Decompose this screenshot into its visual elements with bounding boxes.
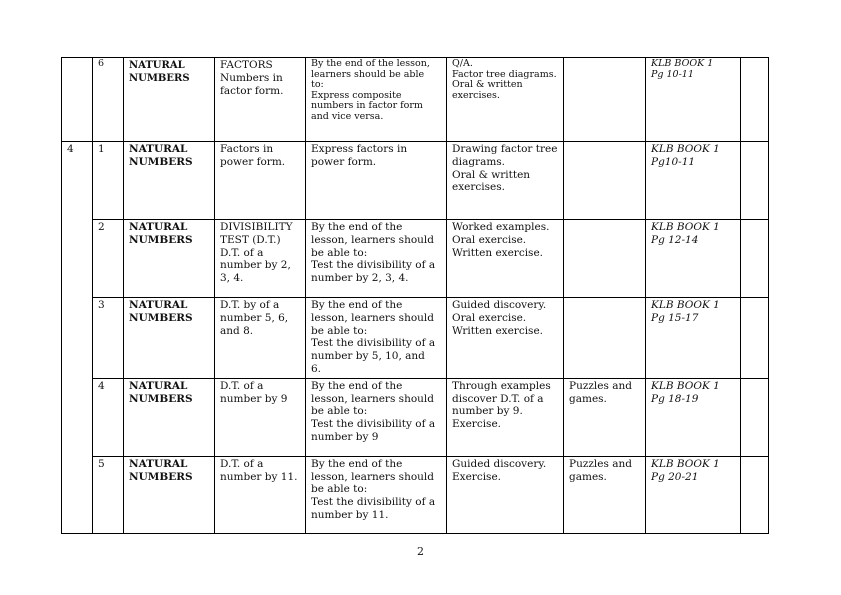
topic-cell <box>124 142 215 220</box>
objectives-cell-line: By the end of the lesson, <box>311 58 430 69</box>
objectives-cell-line: lesson, learners should <box>311 392 434 405</box>
objectives-cell-line: numbers in factor form <box>311 100 423 111</box>
reference-cell-line: KLB BOOK 1 <box>651 379 720 392</box>
objectives-cell-line: By the end of the <box>311 457 403 470</box>
objectives-cell <box>306 142 447 220</box>
lesson-cell: 4 <box>93 378 124 456</box>
objectives-cell-line: and vice versa. <box>311 110 384 122</box>
remarks-cell <box>741 456 769 533</box>
page-number: 2 <box>417 545 424 558</box>
lesson-cell: 6 <box>93 58 124 142</box>
objectives-cell-line: lesson, learners should <box>311 311 434 324</box>
scheme-of-work-table <box>61 57 769 534</box>
activities-cell-line: diagrams. <box>452 155 506 168</box>
objectives-cell <box>306 378 447 456</box>
lesson-cell: 3 <box>93 298 124 379</box>
activities-cell-line: Guided discovery. <box>452 457 547 470</box>
table-body <box>62 58 769 534</box>
topic-cell-line: NATURAL <box>129 299 188 311</box>
subtopic-cell-line: number by 2, <box>220 259 291 272</box>
reference-cell-line: Pg 10-11 <box>651 68 694 80</box>
topic-cell <box>124 58 215 142</box>
activities-cell-line: Oral & written <box>452 168 531 181</box>
resources-cell-line: Puzzles and <box>569 379 632 392</box>
remarks-cell <box>741 142 769 220</box>
table-row <box>62 220 769 298</box>
table-row <box>62 58 769 142</box>
week-cell <box>62 58 93 142</box>
subtopic-cell-line: DIVISIBILITY <box>220 221 293 233</box>
resources-cell <box>564 378 646 456</box>
activities-cell <box>447 58 564 142</box>
objectives-cell-line: By the end of the <box>311 379 403 392</box>
objectives-cell <box>306 220 447 298</box>
reference-cell-line: KLB BOOK 1 <box>651 299 720 311</box>
remarks-cell <box>741 58 769 142</box>
activities-cell-line: exercises. <box>452 181 505 194</box>
activities-cell <box>447 456 564 533</box>
table-row <box>62 298 769 379</box>
activities-cell-line: Through examples <box>452 379 551 392</box>
reference-cell <box>646 456 741 533</box>
objectives-cell-line: lesson, learners should <box>311 233 434 246</box>
objectives-cell-line: By the end of the <box>311 221 403 233</box>
activities-cell <box>447 220 564 298</box>
subtopic-cell <box>215 220 306 298</box>
table-row <box>62 142 769 220</box>
reference-cell-line: KLB BOOK 1 <box>651 221 720 233</box>
objectives-cell-line: learners should be able <box>311 68 425 80</box>
topic-cell-line: NUMBERS <box>129 392 193 405</box>
resources-cell <box>564 142 646 220</box>
subtopic-cell-line: and 8. <box>220 324 254 337</box>
objectives-cell-line: be able to: <box>311 246 368 259</box>
topic-cell-line: NUMBERS <box>129 470 193 483</box>
reference-cell-line: Pg 12-14 <box>651 233 699 246</box>
objectives-cell <box>306 298 447 379</box>
objectives-cell-line: Test the divisibility of a <box>311 496 436 509</box>
activities-cell-line: Q/A. <box>452 58 473 69</box>
topic-cell-line: NATURAL <box>129 143 188 155</box>
reference-cell-line: Pg10-11 <box>651 155 696 168</box>
objectives-cell-line: lesson, learners should <box>311 470 434 483</box>
topic-cell-line: NUMBERS <box>129 155 193 168</box>
subtopic-cell-line: 3, 4. <box>220 272 244 285</box>
week-cell: 4 <box>62 142 93 534</box>
activities-cell <box>447 378 564 456</box>
objectives-cell-line: Express factors in <box>311 143 408 155</box>
subtopic-cell-line: D.T. of a <box>220 457 264 470</box>
subtopic-cell <box>215 142 306 220</box>
objectives-cell-line: Test the divisibility of a <box>311 259 436 272</box>
activities-cell-line: Written exercise. <box>452 324 543 337</box>
subtopic-cell-line: number 5, 6, <box>220 311 289 324</box>
reference-cell <box>646 220 741 298</box>
remarks-cell <box>741 298 769 379</box>
lesson-cell: 5 <box>93 456 124 533</box>
objectives-cell-line: By the end of the <box>311 299 403 311</box>
objectives-cell-line: number by 9 <box>311 430 379 443</box>
activities-cell-line: number by 9. <box>452 405 523 418</box>
objectives-cell-line: Express composite <box>311 89 402 101</box>
subtopic-cell-line: D.T. by of a <box>220 299 280 311</box>
subtopic-cell <box>215 456 306 533</box>
resources-cell <box>564 58 646 142</box>
activities-cell <box>447 298 564 379</box>
objectives-cell-line: number by 5, 10, and <box>311 350 425 363</box>
subtopic-cell <box>215 378 306 456</box>
lesson-cell: 2 <box>93 220 124 298</box>
activities-cell-line: Oral exercise. <box>452 311 527 324</box>
activities-cell-line: Written exercise. <box>452 246 543 259</box>
resources-cell-line: games. <box>569 392 607 405</box>
objectives-cell <box>306 58 447 142</box>
activities-cell-line: Guided discovery. <box>452 299 547 311</box>
resources-cell-line: Puzzles and <box>569 457 632 470</box>
subtopic-cell-line: Numbers in <box>220 71 283 84</box>
reference-cell-line: KLB BOOK 1 <box>651 143 720 155</box>
table-row <box>62 456 769 533</box>
objectives-cell-line: be able to: <box>311 324 368 337</box>
reference-cell <box>646 142 741 220</box>
subtopic-cell-line: power form. <box>220 155 286 168</box>
activities-cell-line: discover D.T. of a <box>452 392 544 405</box>
topic-cell <box>124 378 215 456</box>
objectives-cell-line: 6. <box>311 362 322 375</box>
objectives-cell <box>306 456 447 533</box>
topic-cell <box>124 298 215 379</box>
subtopic-cell-line: D.T. of a <box>220 246 264 259</box>
lesson-cell: 1 <box>93 142 124 220</box>
table-row <box>62 378 769 456</box>
resources-cell <box>564 220 646 298</box>
topic-cell-line: NATURAL <box>129 379 188 392</box>
subtopic-cell-line: Factors in <box>220 143 274 155</box>
objectives-cell-line: number by 11. <box>311 508 389 521</box>
topic-cell-line: NUMBERS <box>129 73 190 84</box>
topic-cell-line: NATURAL <box>129 457 188 470</box>
resources-cell <box>564 298 646 379</box>
remarks-cell <box>741 378 769 456</box>
resources-cell <box>564 456 646 533</box>
activities-cell-line: Exercise. <box>452 470 501 483</box>
reference-cell-line: KLB BOOK 1 <box>651 58 714 69</box>
subtopic-cell-line: FACTORS <box>220 59 273 71</box>
objectives-cell-line: be able to: <box>311 483 368 496</box>
reference-cell-line: Pg 18-19 <box>651 392 699 405</box>
activities-cell-line: Oral exercise. <box>452 233 527 246</box>
activities-cell <box>447 142 564 220</box>
reference-cell-line: Pg 15-17 <box>651 311 699 324</box>
resources-cell-line: games. <box>569 470 607 483</box>
reference-cell-line: Pg 20-21 <box>651 470 699 483</box>
subtopic-cell <box>215 298 306 379</box>
objectives-cell-line: number by 2, 3, 4. <box>311 272 409 285</box>
objectives-cell-line: Test the divisibility of a <box>311 418 436 431</box>
topic-cell <box>124 220 215 298</box>
topic-cell-line: NATURAL <box>129 60 185 71</box>
activities-cell-line: exercises. <box>452 89 500 101</box>
topic-cell <box>124 456 215 533</box>
reference-cell-line: KLB BOOK 1 <box>651 457 720 470</box>
activities-cell-line: Oral & written <box>452 79 523 90</box>
topic-cell-line: NATURAL <box>129 221 188 233</box>
reference-cell <box>646 58 741 142</box>
topic-cell-line: NUMBERS <box>129 233 193 246</box>
subtopic-cell-line: factor form. <box>220 84 284 97</box>
activities-cell-line: Worked examples. <box>452 221 550 233</box>
subtopic-cell-line: D.T. of a <box>220 379 264 392</box>
remarks-cell <box>741 220 769 298</box>
objectives-cell-line: to: <box>311 79 324 90</box>
objectives-cell-line: power form. <box>311 155 377 168</box>
reference-cell <box>646 298 741 379</box>
subtopic-cell-line: number by 11. <box>220 470 298 483</box>
reference-cell <box>646 378 741 456</box>
activities-cell-line: Exercise. <box>452 418 501 431</box>
activities-cell-line: Factor tree diagrams. <box>452 68 557 80</box>
activities-cell-line: Drawing factor tree <box>452 143 558 155</box>
objectives-cell-line: Test the divisibility of a <box>311 337 436 350</box>
objectives-cell-line: be able to: <box>311 405 368 418</box>
subtopic-cell-line: number by 9 <box>220 392 288 405</box>
subtopic-cell <box>215 58 306 142</box>
topic-cell-line: NUMBERS <box>129 311 193 324</box>
subtopic-cell-line: TEST (D.T.) <box>220 233 281 246</box>
